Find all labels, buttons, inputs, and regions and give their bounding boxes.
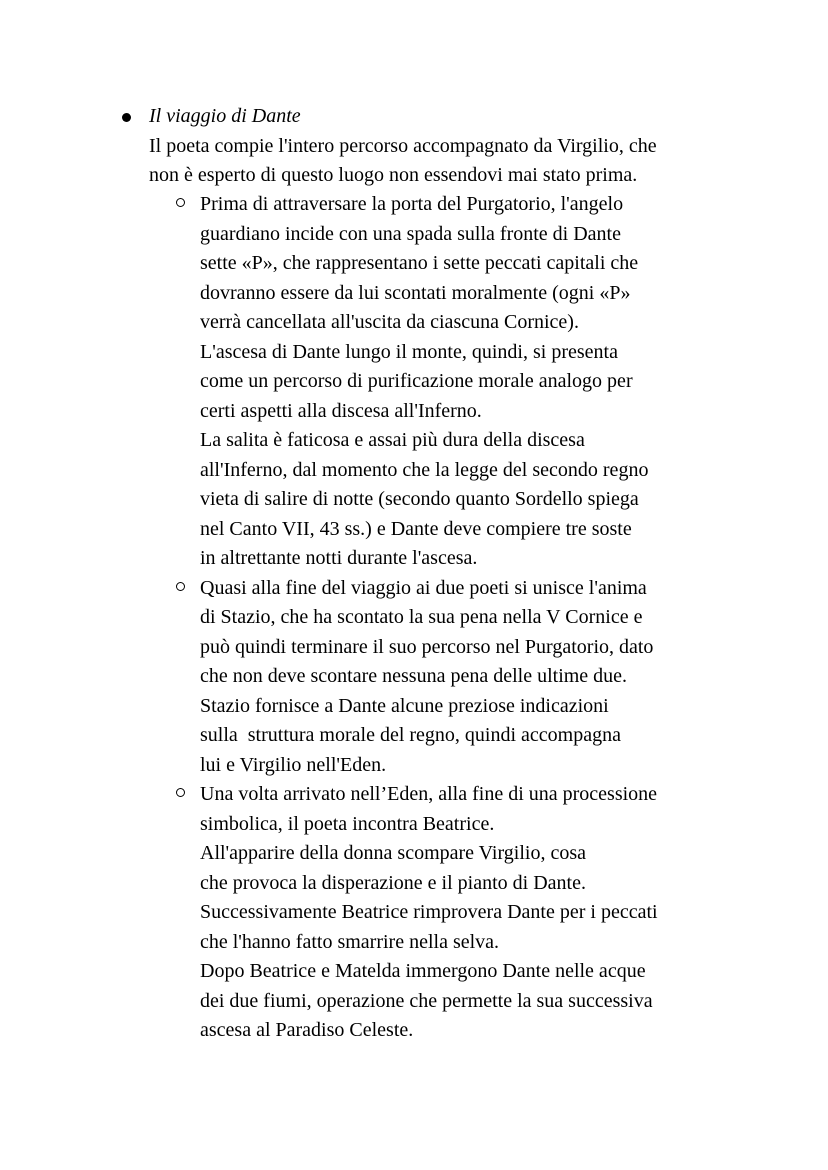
item-line: che non deve scontare nessuna pena delle ultime due. [200, 665, 628, 687]
sub-bullet-icon [176, 788, 185, 797]
section-title: Il viaggio di Dante [149, 105, 301, 127]
item-line: di Stazio, che ha scontato la sua pena nella V Cornice e [200, 606, 643, 628]
item-line: Stazio fornisce a Dante alcune preziose indicazioni [200, 695, 609, 717]
item-line: vieta di salire di notte (secondo quanto Sordello spiega [200, 488, 639, 510]
sub-bullet-icon [176, 582, 185, 591]
item-line: Una volta arrivato nell’Eden, alla fine di una processione [200, 783, 658, 805]
item-line: La salita è faticosa e assai più dura della discesa [200, 429, 585, 451]
item-line: L'ascesa di Dante lungo il monte, quindi, si presenta [200, 341, 618, 363]
item-line: all'Inferno, dal momento che la legge del secondo regno [200, 459, 649, 481]
item-line: certi aspetti alla discesa all'Inferno. [200, 400, 482, 422]
item-line: dovranno essere da lui scontati moralmente (ogni «P» [200, 282, 631, 304]
intro-line: non è esperto di questo luogo non essendovi mai stato prima. [149, 164, 638, 186]
item-line: nel Canto VII, 43 ss.) e Dante deve compiere tre soste [200, 518, 632, 540]
item-line: simbolica, il poeta incontra Beatrice. [200, 813, 495, 835]
bullet-icon [122, 113, 131, 122]
item-line: ascesa al Paradiso Celeste. [200, 1019, 414, 1041]
item-line: come un percorso di purificazione morale analogo per [200, 370, 633, 392]
item-line: sulla struttura morale del regno, quindi accompagna [200, 724, 621, 746]
item-line: lui e Virgilio nell'Eden. [200, 754, 387, 776]
item-line: in altrettante notti durante l'ascesa. [200, 547, 478, 569]
item-line: guardiano incide con una spada sulla fronte di Dante [200, 223, 621, 245]
item-line: verrà cancellata all'uscita da ciascuna Cornice). [200, 311, 579, 333]
intro-line: Il poeta compie l'intero percorso accompagnato da Virgilio, che [149, 135, 657, 157]
sub-bullet-icon [176, 198, 185, 207]
item-line: All'apparire della donna scompare Virgilio, cosa [200, 842, 586, 864]
item-line: Successivamente Beatrice rimprovera Dante per i peccati [200, 901, 658, 923]
item-line: può quindi terminare il suo percorso nel Purgatorio, dato [200, 636, 654, 658]
item-line: sette «P», che rappresentano i sette peccati capitali che [200, 252, 639, 274]
item-line: Prima di attraversare la porta del Purgatorio, l'angelo [200, 193, 624, 215]
item-line: Dopo Beatrice e Matelda immergono Dante nelle acque [200, 960, 646, 982]
item-line: che provoca la disperazione e il pianto di Dante. [200, 872, 586, 894]
item-line: Quasi alla fine del viaggio ai due poeti si unisce l'anima [200, 577, 647, 599]
item-line: dei due fiumi, operazione che permette la sua successiva [200, 990, 653, 1012]
item-line: che l'hanno fatto smarrire nella selva. [200, 931, 500, 953]
